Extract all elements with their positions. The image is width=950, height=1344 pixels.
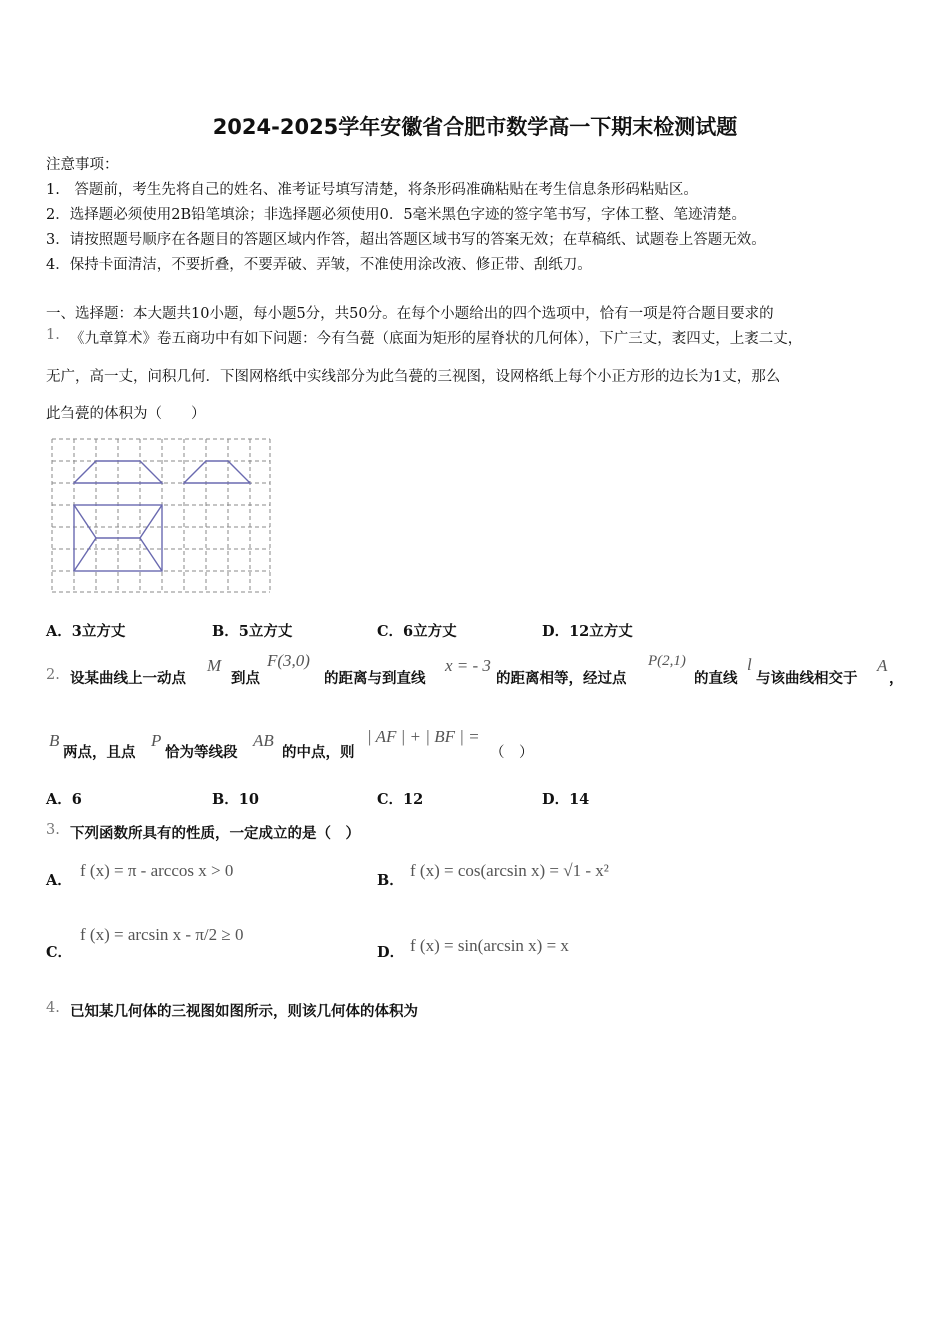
q2-option-b[interactable]: B．10 (212, 791, 259, 808)
q2-number: 2. (46, 667, 60, 683)
q3-option-c-expr: f (x) = arcsin x - π/2 ≥ 0 (80, 925, 244, 944)
q2-point-p: P (151, 731, 162, 750)
q2-text-2: 到点 (231, 670, 260, 687)
note-item-3: 3．请按照题号顺序在各题目的答题区域内作答，超出答题区域书写的答案无效；在草稿纸、试题卷上答题无效。 (46, 232, 766, 248)
q2-text-4: 的距离相等，经过点 (496, 670, 627, 687)
q3-stem: 下列函数所具有的性质，一定成立的是（ ） (70, 825, 360, 842)
section-heading: 一、选择题：本大题共10小题，每小题5分，共50分。在每个小题给出的四个选项中，恰有一项是符合题目要求的 (46, 306, 774, 322)
q2-text-1: 设某曲线上一动点 (70, 670, 186, 687)
q2-option-a[interactable]: A．6 (46, 791, 82, 808)
q1-three-view-figure (50, 437, 272, 594)
top-view-right-ridge (140, 505, 162, 571)
q3-option-b-expr: f (x) = cos(arcsin x) = √1 - x² (410, 861, 609, 880)
q3-option-b-label[interactable]: B． (377, 872, 404, 889)
q1-line1: 《九章算术》卷五商功中有如下问题：今有刍甍（底面为矩形的屋脊状的几何体），下广三丈，袤四丈，上袤二丈， (70, 331, 803, 347)
front-view (74, 461, 162, 483)
q2-expression: | AF | + | BF | = (367, 727, 480, 746)
q2-option-c[interactable]: C．12 (377, 791, 424, 808)
q3-number: 3. (46, 822, 60, 838)
q4-number: 4. (46, 1000, 60, 1016)
q2-line-eq: x = - 3 (445, 656, 491, 675)
q2-point-p21: P(2,1) (648, 653, 686, 669)
q2-point-b: B (49, 731, 60, 750)
note-item-2: 2．选择题必须使用2B铅笔填涂；非选择题必须使用0．5毫米黑色字迹的签字笔书写，字体工整、笔迹清楚。 (46, 207, 747, 223)
q3-option-d-expr: f (x) = sin(arcsin x) = x (410, 936, 569, 955)
q2-text-8: 恰为等线段 (165, 744, 238, 761)
q2-line-l: l (747, 655, 752, 674)
note-item-4: 4．保持卡面清洁，不要折叠，不要弄破、弄皱，不准使用涂改液、修正带、刮纸刀。 (46, 257, 592, 273)
q2-text-7: 两点，且点 (63, 744, 136, 761)
q1-number: 1. (46, 327, 60, 343)
q2-point-m: M (207, 656, 222, 675)
q3-option-c-label[interactable]: C． (46, 944, 73, 961)
page-title: 2024-2025学年安徽省合肥市数学高一下期末检测试题 (212, 115, 738, 139)
notes-heading: 注意事项： (46, 157, 119, 173)
q2-option-d[interactable]: D．14 (542, 791, 590, 808)
q4-stem: 已知某几何体的三视图如图所示，则该几何体的体积为 (70, 1003, 418, 1020)
q2-blank: （ ） (490, 745, 534, 761)
q2-text-6: 与该曲线相交于 (756, 670, 858, 687)
note-item-1: 1. 答题前，考生先将自己的姓名、准考证号填写清楚，将条形码准确粘贴在考生信息条形码粘贴区。 (46, 182, 698, 198)
q1-option-c[interactable]: C．6立方丈 (377, 623, 457, 640)
top-view-left-ridge (74, 505, 96, 571)
q2-text-3: 的距离与到直线 (324, 670, 426, 687)
q1-option-d[interactable]: D．12立方丈 (542, 623, 633, 640)
q1-option-b[interactable]: B．5立方丈 (212, 623, 293, 640)
q1-line2: 无广，高一丈，问积几何．下图网格纸中实线部分为此刍甍的三视图，设网格纸上每个小正方形的边长为1丈，那么 (46, 369, 781, 385)
q1-line3: 此刍甍的体积为（ ） (46, 406, 206, 422)
q2-text-9: 的中点，则 (282, 744, 355, 761)
q3-option-d-label[interactable]: D． (377, 944, 405, 961)
q3-option-a-expr: f (x) = π - arccos x > 0 (80, 861, 234, 880)
side-view (184, 461, 250, 483)
q2-comma: ， (889, 670, 904, 687)
q2-text-5: 的直线 (694, 670, 738, 687)
q3-option-a-label[interactable]: A． (46, 872, 72, 889)
q1-option-a[interactable]: A．3立方丈 (46, 623, 126, 640)
q2-segment-ab: AB (253, 731, 274, 750)
q2-point-f: F(3,0) (267, 651, 310, 670)
q2-point-a: A (877, 656, 888, 675)
